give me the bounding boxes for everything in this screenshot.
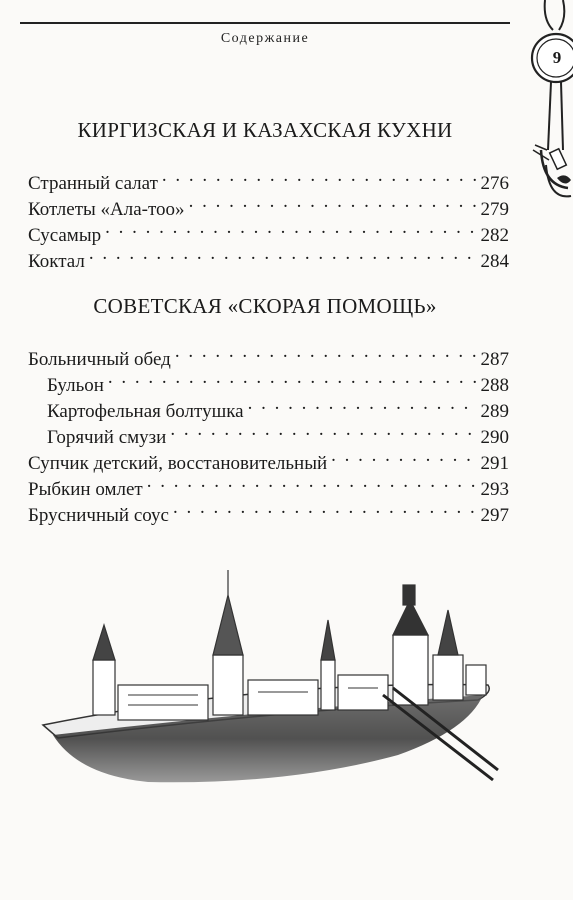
ladle-and-pot-icon <box>513 0 573 235</box>
toc-entry[interactable] <box>28 196 509 220</box>
toc-entry-title: Бульон <box>47 375 104 396</box>
dot-leader <box>147 476 477 495</box>
toc-entry-title: Странный салат <box>28 173 158 194</box>
dot-leader <box>162 170 477 189</box>
top-rule <box>20 22 510 24</box>
toc-entry[interactable] <box>28 170 509 194</box>
toc-entry-title: Коктал <box>28 251 85 272</box>
dot-leader <box>108 372 477 391</box>
toc-entry-page: 282 <box>480 225 509 246</box>
section-title-kyrgyz-kazakh: КИРГИЗСКАЯ И КАЗАХСКАЯ КУХНИ <box>77 118 453 142</box>
dot-leader <box>89 248 477 267</box>
toc-entry[interactable] <box>28 502 509 526</box>
toc-entry-page: 293 <box>480 479 509 500</box>
toc-entry-title: Супчик детский, восстановительный <box>28 453 328 474</box>
toc-subentry[interactable] <box>47 372 509 396</box>
toc-entry-title: Брусничный соус <box>28 505 169 526</box>
dot-leader <box>331 450 476 469</box>
dot-leader <box>248 398 477 417</box>
toc-entry-title: Горячий смузи <box>47 427 167 448</box>
toc-subentry[interactable] <box>47 424 509 448</box>
section-title-soviet-first-aid: СОВЕТСКАЯ «СКОРАЯ ПОМОЩЬ» <box>93 294 437 318</box>
toc-entry-page: 289 <box>480 401 509 422</box>
toc-entry-title: Сусамыр <box>28 225 102 246</box>
toc-entry-page: 287 <box>480 349 509 370</box>
dot-leader <box>173 502 477 521</box>
toc-subentry[interactable] <box>47 398 509 422</box>
toc-entry-title: Картофельная болтушка <box>47 401 244 422</box>
toc-entry[interactable] <box>28 222 509 246</box>
dot-leader <box>189 196 477 215</box>
toc-entry-page: 291 <box>480 453 509 474</box>
toc-entry[interactable] <box>28 450 509 474</box>
dot-leader <box>170 424 476 443</box>
page-number: 9 <box>552 48 562 67</box>
toc-entry-page: 276 <box>480 173 509 194</box>
dot-leader <box>175 346 477 365</box>
toc-entry-page: 297 <box>480 505 509 526</box>
running-head: Содержание <box>220 31 310 46</box>
toc-entry-title: Рыбкин омлет <box>28 479 143 500</box>
toc-entry[interactable] <box>28 476 509 500</box>
toc-entry-page: 284 <box>480 251 509 272</box>
toc-entry[interactable] <box>28 248 509 272</box>
city-in-bowl-illustration <box>38 560 508 810</box>
dot-leader <box>105 222 476 241</box>
toc-entry[interactable] <box>28 346 509 370</box>
toc-entry-page: 279 <box>480 199 509 220</box>
toc-entry-page: 288 <box>480 375 509 396</box>
toc-entry-title: Котлеты «Ала-тоо» <box>28 199 185 220</box>
toc-entry-title: Больничный обед <box>28 349 171 370</box>
toc-entry-page: 290 <box>480 427 509 448</box>
